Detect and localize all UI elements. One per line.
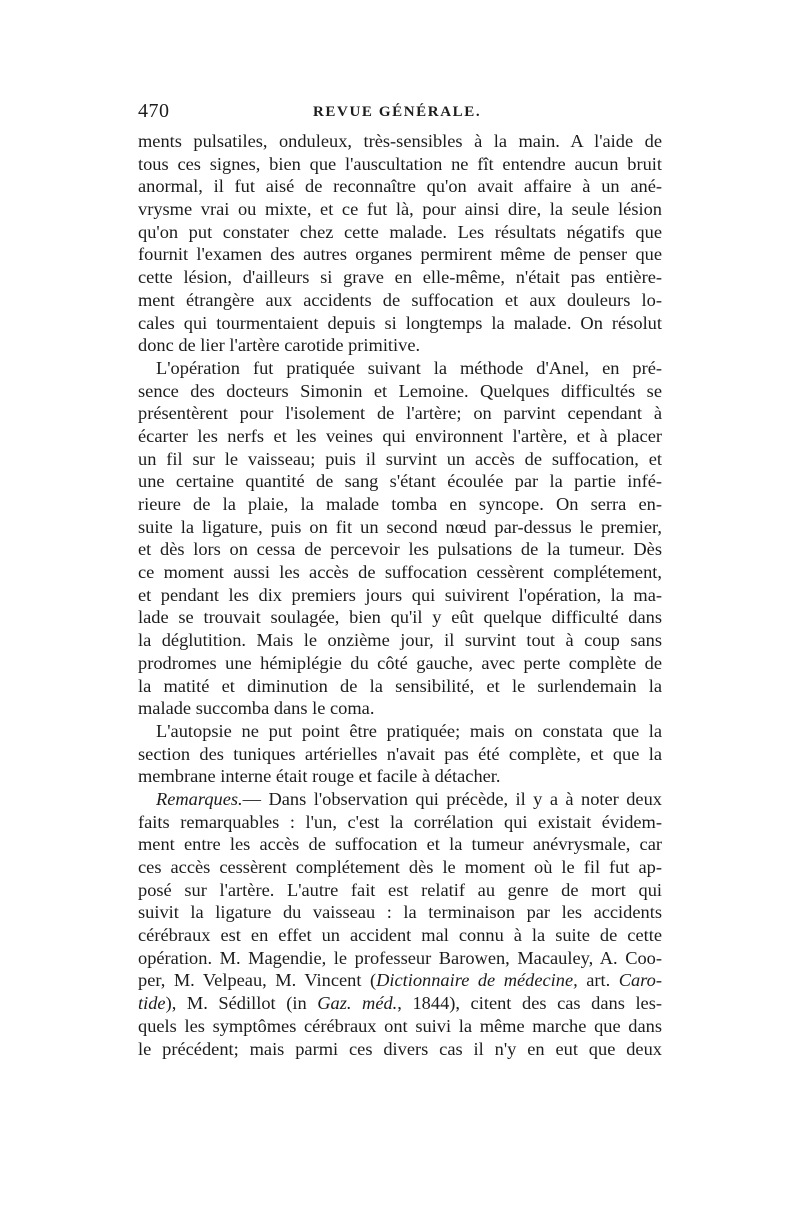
- text-line: L'opération fut pratiquée suivant la méthode d'Anel, en pré-: [156, 357, 662, 378]
- text-line: lade se trouvait soulagée, bien qu'il y eût quelque difficulté dans: [138, 607, 662, 628]
- running-title: REVUE GÉNÉRALE.: [313, 104, 482, 120]
- text-line: qu'on put constater chez cette malade. Les résultats négatifs que: [138, 221, 662, 242]
- page-header: [138, 100, 662, 130]
- text-line: cales qui tourmentaient depuis si longtemps la malade. On résolut: [138, 312, 662, 333]
- text-line: anormal, il fut aisé de reconnaître qu'on avait affaire à un ané-: [138, 176, 662, 197]
- text-line: ment étrangère aux accidents de suffocation et aux douleurs lo-: [138, 289, 662, 310]
- citation-term: Caro-: [618, 970, 662, 991]
- text-line: prodromes une hémiplégie du côté gauche, avec perte complète de: [138, 652, 662, 673]
- text-line: écarter les nerfs et les veines qui environnent l'artère, et à placer: [138, 425, 662, 446]
- text-line: et pendant les dix premiers jours qui suivirent l'opération, la ma-: [138, 584, 662, 605]
- text-line: cérébraux est en effet un accident mal connu à la suite de cette: [138, 925, 662, 946]
- citation-title: Dictionnaire de médecine,: [376, 970, 578, 991]
- text-line: le précédent; mais parmi ces divers cas il n'y en eut que deux: [138, 1038, 662, 1059]
- text-line: [138, 992, 662, 1015]
- text-line: [138, 788, 662, 811]
- text-line: la matité et diminution de la sensibilité, et le surlendemain la: [138, 675, 662, 696]
- text-line: ce moment aussi les accès de suffocation cessèrent complétement,: [138, 562, 662, 583]
- text-span: , 1844), citent des cas dans les-: [397, 993, 662, 1014]
- text-line: suite la ligature, puis on fit un second nœud par-dessus le premier,: [138, 516, 662, 537]
- text-line: un fil sur le vaisseau; puis il survint un accès de suffocation, et: [138, 448, 662, 469]
- text-line: fournit l'examen des autres organes permirent même de penser que: [138, 244, 662, 265]
- text-line: et dès lors on cessa de percevoir les pulsations de la tumeur. Dès: [138, 539, 662, 560]
- text-line: L'autopsie ne put point être pratiquée; mais on constata que la: [156, 720, 662, 741]
- text-line: opération. M. Magendie, le professeur Barowen, Macauley, A. Coo-: [138, 947, 662, 968]
- text-span: ), M. Sédillot (in: [165, 993, 318, 1014]
- text-line: tous ces signes, bien que l'auscultation ne fît entendre aucun bruit: [138, 153, 662, 174]
- text-span: per, M. Velpeau, M. Vincent (: [138, 970, 377, 991]
- body-text: [138, 130, 662, 1060]
- text-line: présentèrent pour l'isolement de l'artère; on parvint cependant à: [138, 403, 662, 424]
- citation-journal: Gaz. méd.: [317, 993, 398, 1014]
- text-line: ces accès cessèrent complétement dès le moment où le fil fut ap-: [138, 857, 662, 877]
- text-span: art.: [577, 970, 619, 991]
- citation-term: tide: [138, 993, 166, 1014]
- text-line: donc de lier l'artère carotide primitive.: [138, 335, 421, 356]
- page-number: 470: [138, 100, 170, 122]
- text-line: malade succomba dans le coma.: [138, 698, 375, 719]
- text-line: vrysme vrai ou mixte, et ce fut là, pour ainsi dire, la seule lésion: [138, 199, 662, 220]
- text-line: membrane interne était rouge et facile à détacher.: [138, 766, 501, 787]
- text-line: quels les symptômes cérébraux ont suivi la même marche que dans: [138, 1015, 662, 1036]
- remarques-heading: Remarques.: [156, 788, 243, 809]
- text-line: ment entre les accès de suffocation et la tumeur anévrysmale, car: [138, 834, 662, 855]
- text-line: la déglutition. Mais le onzième jour, il survint tout à coup sans: [138, 630, 662, 651]
- text-line: cette lésion, d'ailleurs si grave en elle-même, n'était pas entière-: [138, 267, 662, 288]
- text-line: faits remarquables : l'un, c'est la corrélation qui existait évidem-: [138, 811, 662, 832]
- text-line: ments pulsatiles, onduleux, très-sensibles à la main. A l'aide de: [138, 131, 662, 151]
- text-line: suivit la ligature du vaisseau : la terminaison par les accidents: [138, 902, 662, 923]
- text-line: une certaine quantité de sang s'étant écoulée par la partie infé-: [138, 471, 662, 492]
- text-line: [138, 969, 662, 992]
- text-line: posé sur l'artère. L'autre fait est relatif au genre de mort qui: [138, 879, 662, 900]
- text-line: section des tuniques artérielles n'avait pas été complète, et que la: [138, 743, 662, 764]
- text-span: — Dans l'observation qui précède, il y a à noter deux: [242, 788, 662, 809]
- text-line: rieure de la plaie, la malade tomba en syncope. On serra en-: [138, 494, 662, 514]
- text-line: sence des docteurs Simonin et Lemoine. Quelques difficultés se: [138, 380, 662, 401]
